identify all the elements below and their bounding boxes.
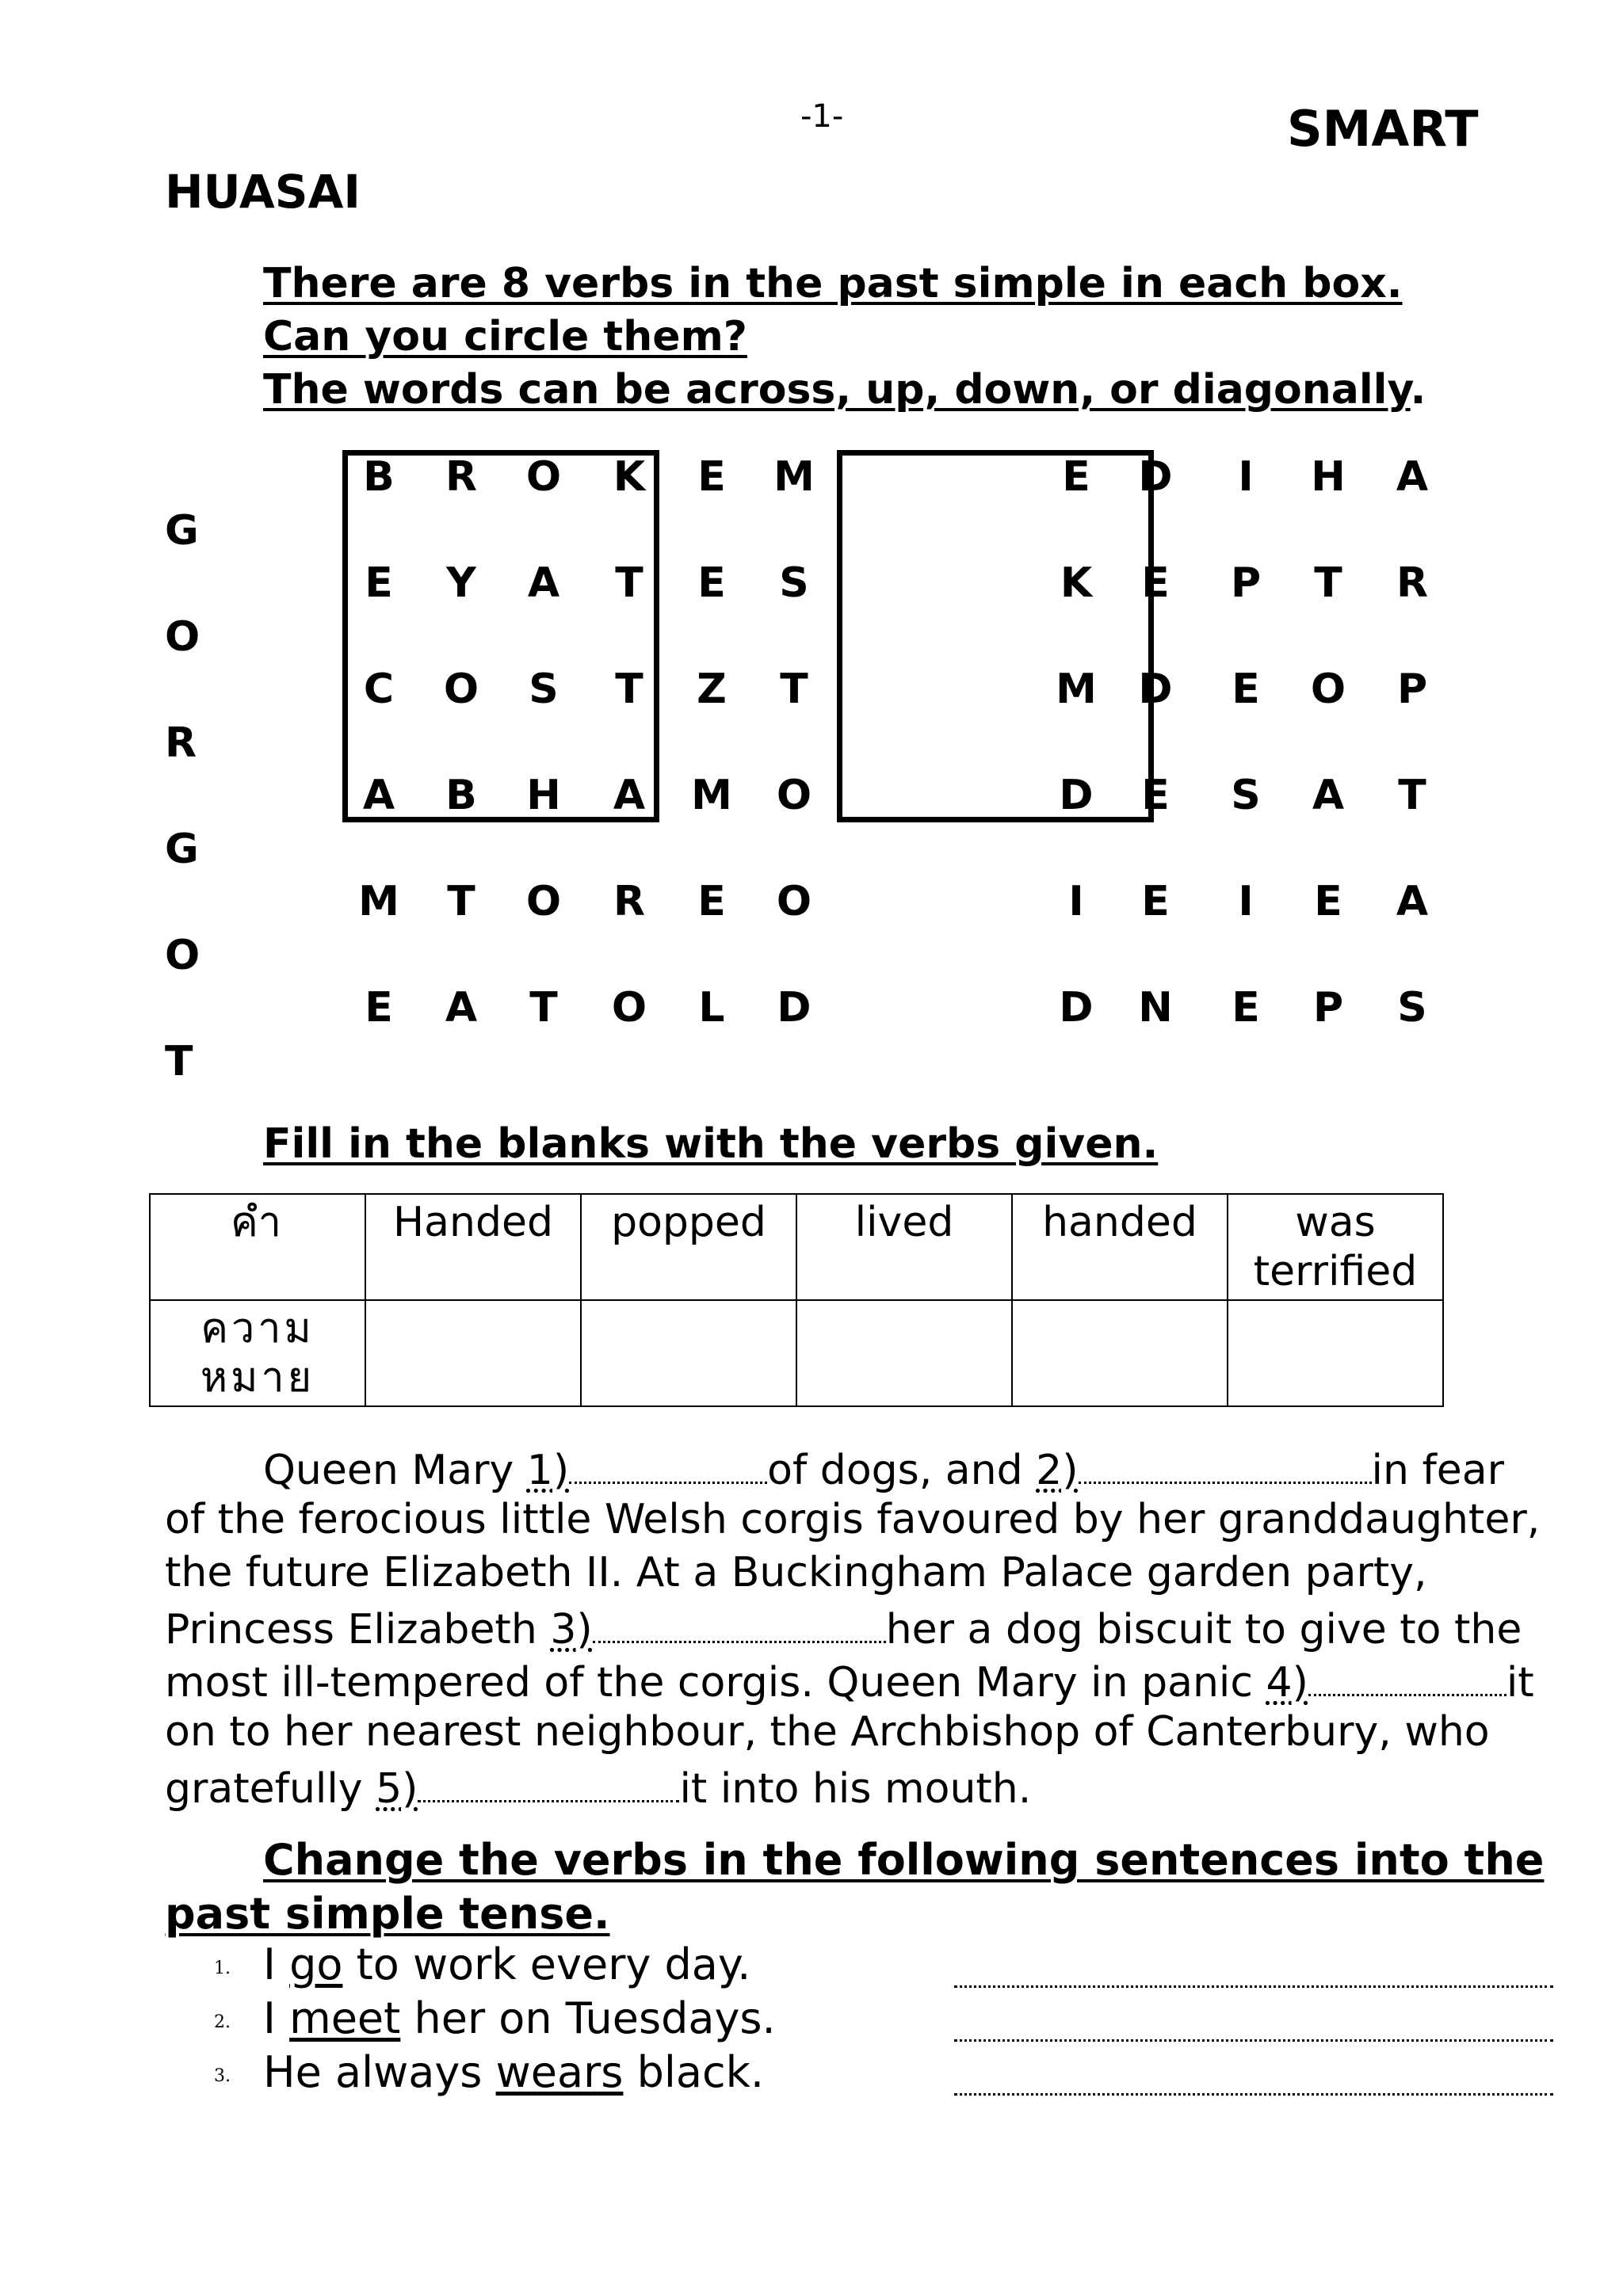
vertical-letter: R xyxy=(165,719,197,767)
sentence-text: her on Tuesdays. xyxy=(400,1993,776,2043)
wordsearch-box-left xyxy=(342,450,659,822)
vertical-letter: O xyxy=(165,613,200,661)
grid-letter[interactable]: E xyxy=(365,984,393,1032)
vertical-letter: G xyxy=(165,507,199,555)
grid-letter[interactable]: T xyxy=(615,666,643,713)
grid-letter[interactable]: I xyxy=(1068,878,1084,925)
grid-letter[interactable]: S xyxy=(779,559,809,607)
passage-text: most ill-tempered of the corgis. Queen Mary in panic xyxy=(165,1659,1266,1707)
vertical-letter: O xyxy=(165,932,200,979)
passage-text: in fear xyxy=(1371,1447,1505,1494)
blank-3[interactable] xyxy=(593,1600,886,1643)
grid-letter[interactable]: A xyxy=(445,984,478,1032)
grid-letter[interactable]: D xyxy=(1138,666,1173,713)
vertical-letter: T xyxy=(165,1038,193,1085)
blank-number: 3) xyxy=(550,1606,593,1653)
brand-huasai: HUASAI xyxy=(165,165,361,219)
grid-letter[interactable]: E xyxy=(1232,666,1260,713)
passage-text: gratefully xyxy=(165,1765,376,1813)
grid-letter[interactable]: P xyxy=(1396,666,1428,713)
passage-line-4 xyxy=(165,1600,1522,1657)
grid-letter[interactable]: O xyxy=(776,772,812,819)
passage-text: it into his mouth. xyxy=(679,1765,1032,1813)
grid-letter[interactable]: O xyxy=(443,666,479,713)
grid-letter[interactable]: D xyxy=(1138,453,1173,501)
sentence-2 xyxy=(263,1993,776,2043)
instruction-line-3-text: The words can be across, up, down, or diagonally xyxy=(263,366,1411,414)
grid-letter[interactable]: H xyxy=(1311,453,1346,501)
passage-line-5 xyxy=(165,1653,1534,1710)
meaning-cell[interactable] xyxy=(1228,1300,1443,1406)
grid-letter[interactable]: O xyxy=(776,878,812,925)
grid-letter[interactable]: L xyxy=(698,984,725,1032)
sentence-text: black. xyxy=(623,2047,765,2097)
answer-line-1[interactable] xyxy=(954,1984,1553,1988)
instruction-line-3 xyxy=(263,366,1426,414)
verb-cell: lived xyxy=(796,1194,1012,1300)
grid-letter[interactable]: M xyxy=(773,453,815,501)
grid-letter[interactable]: E xyxy=(697,453,726,501)
grid-letter[interactable]: T xyxy=(447,878,475,925)
sentence-text: I xyxy=(263,1939,290,1989)
grid-letter[interactable]: D xyxy=(777,984,812,1032)
grid-letter[interactable]: R xyxy=(445,453,478,501)
passage-line-6: on to her nearest neighbour, the Archbishop of Canterbury, who xyxy=(165,1708,1490,1756)
blank-number: 2) xyxy=(1036,1447,1079,1494)
item-number: 3. xyxy=(214,2066,231,2086)
grid-letter[interactable]: A xyxy=(362,772,395,819)
passage-line-3: the future Elizabeth II. At a Buckingham Palace garden party, xyxy=(165,1549,1427,1596)
passage-text: Queen Mary xyxy=(263,1447,527,1494)
grid-letter[interactable]: E xyxy=(1232,984,1260,1032)
verb-cell: was terrified xyxy=(1228,1194,1443,1300)
grid-letter[interactable]: R xyxy=(613,878,646,925)
sentence-3 xyxy=(263,2047,764,2097)
grid-letter[interactable]: E xyxy=(365,559,393,607)
change-tense-title-line-1: Change the verbs in the following sentences into the xyxy=(263,1835,1545,1885)
answer-line-2[interactable] xyxy=(954,2038,1553,2042)
blank-4[interactable] xyxy=(1308,1653,1507,1696)
grid-letter[interactable]: E xyxy=(697,878,726,925)
grid-letter[interactable]: D xyxy=(1059,772,1094,819)
grid-letter[interactable]: T xyxy=(780,666,808,713)
grid-letter[interactable]: B xyxy=(445,772,477,819)
target-verb: meet xyxy=(289,1993,401,2043)
grid-letter[interactable]: S xyxy=(529,666,559,713)
meaning-cell[interactable] xyxy=(796,1300,1012,1406)
brand-smart: SMART xyxy=(1287,100,1479,158)
grid-letter[interactable]: T xyxy=(1398,772,1426,819)
sentence-text: I xyxy=(263,1993,290,2043)
grid-letter[interactable]: E xyxy=(697,559,726,607)
item-number: 1. xyxy=(214,1958,231,1978)
passage-line-1 xyxy=(263,1440,1504,1497)
answer-line-3[interactable] xyxy=(954,2092,1553,2096)
grid-letter[interactable]: T xyxy=(529,984,558,1032)
grid-letter[interactable]: A xyxy=(1396,878,1429,925)
passage-line-2: of the ferocious little Welsh corgis favoured by her granddaughter, xyxy=(165,1496,1541,1543)
passage-line-7 xyxy=(165,1759,1031,1816)
passage-text: her a dog biscuit to give to the xyxy=(885,1606,1522,1653)
grid-letter[interactable]: E xyxy=(1141,878,1170,925)
blank-number: 4) xyxy=(1266,1659,1308,1707)
grid-letter[interactable]: S xyxy=(1231,772,1261,819)
grid-letter[interactable]: O xyxy=(525,878,562,925)
instruction-line-3-end: . xyxy=(1410,366,1426,414)
passage-text: of dogs, and xyxy=(767,1447,1037,1494)
grid-letter[interactable]: A xyxy=(1312,772,1345,819)
blank-number: 5) xyxy=(376,1765,418,1813)
grid-letter[interactable]: E xyxy=(1314,878,1342,925)
grid-letter[interactable]: A xyxy=(527,559,560,607)
instruction-line-2: Can you circle them? xyxy=(263,313,747,360)
blank-5[interactable] xyxy=(418,1759,679,1802)
grid-letter[interactable]: C xyxy=(363,666,395,713)
instruction-line-1: There are 8 verbs in the past simple in each box. xyxy=(263,260,1403,307)
row-label-meaning: ความ หมาย xyxy=(150,1300,365,1406)
grid-letter[interactable]: I xyxy=(1238,453,1254,501)
sentence-text: He always xyxy=(263,2047,496,2097)
grid-letter[interactable]: D xyxy=(1059,984,1094,1032)
grid-letter[interactable]: K xyxy=(1060,559,1093,607)
grid-letter[interactable]: A xyxy=(613,772,646,819)
grid-letter[interactable]: M xyxy=(1056,666,1097,713)
row-label-word: คำ xyxy=(150,1194,365,1300)
grid-letter[interactable]: O xyxy=(525,453,562,501)
passage-text: it xyxy=(1506,1659,1534,1707)
blank-2[interactable] xyxy=(1079,1440,1372,1484)
meaning-cell[interactable] xyxy=(1012,1300,1228,1406)
blank-number: 1) xyxy=(526,1447,570,1494)
wordsearch-box-right xyxy=(837,450,1154,822)
sentence-text: to work every day. xyxy=(342,1939,751,1989)
change-tense-title-line-2: past simple tense. xyxy=(165,1889,610,1939)
grid-letter[interactable]: T xyxy=(615,559,643,607)
target-verb: wears xyxy=(495,2047,624,2097)
grid-letter[interactable]: S xyxy=(1397,984,1427,1032)
grid-letter[interactable]: P xyxy=(1312,984,1344,1032)
grid-letter[interactable]: E xyxy=(1141,772,1170,819)
fill-blanks-title: Fill in the blanks with the verbs given. xyxy=(263,1120,1159,1168)
blank-1[interactable] xyxy=(569,1440,767,1484)
grid-letter[interactable]: Z xyxy=(697,666,727,713)
grid-letter[interactable]: R xyxy=(1396,559,1429,607)
grid-letter[interactable]: M xyxy=(358,878,399,925)
meaning-cell[interactable] xyxy=(581,1300,796,1406)
grid-letter[interactable]: M xyxy=(691,772,732,819)
grid-letter[interactable]: H xyxy=(526,772,561,819)
grid-letter[interactable]: P xyxy=(1230,559,1262,607)
grid-letter[interactable]: O xyxy=(611,984,647,1032)
grid-letter[interactable]: I xyxy=(1238,878,1254,925)
grid-letter[interactable]: E xyxy=(1141,559,1170,607)
grid-letter[interactable]: N xyxy=(1138,984,1173,1032)
grid-letter[interactable]: O xyxy=(1310,666,1346,713)
vertical-letter: G xyxy=(165,826,199,873)
sentence-1 xyxy=(263,1939,750,1989)
verb-cell: popped xyxy=(581,1194,796,1300)
item-number: 2. xyxy=(214,2012,231,2032)
page-number: -1- xyxy=(800,98,844,135)
grid-letter[interactable]: A xyxy=(1396,453,1429,501)
grid-letter[interactable]: K xyxy=(613,453,646,501)
grid-letter[interactable]: B xyxy=(363,453,395,501)
grid-letter[interactable]: E xyxy=(1062,453,1090,501)
meaning-table xyxy=(149,1193,1444,1407)
passage-text: Princess Elizabeth xyxy=(165,1606,551,1653)
meaning-cell[interactable] xyxy=(365,1300,581,1406)
verb-cell: handed xyxy=(1012,1194,1228,1300)
verb-cell: Handed xyxy=(365,1194,581,1300)
grid-letter[interactable]: Y xyxy=(446,559,476,607)
target-verb: go xyxy=(289,1939,343,1989)
grid-letter[interactable]: T xyxy=(1314,559,1342,607)
